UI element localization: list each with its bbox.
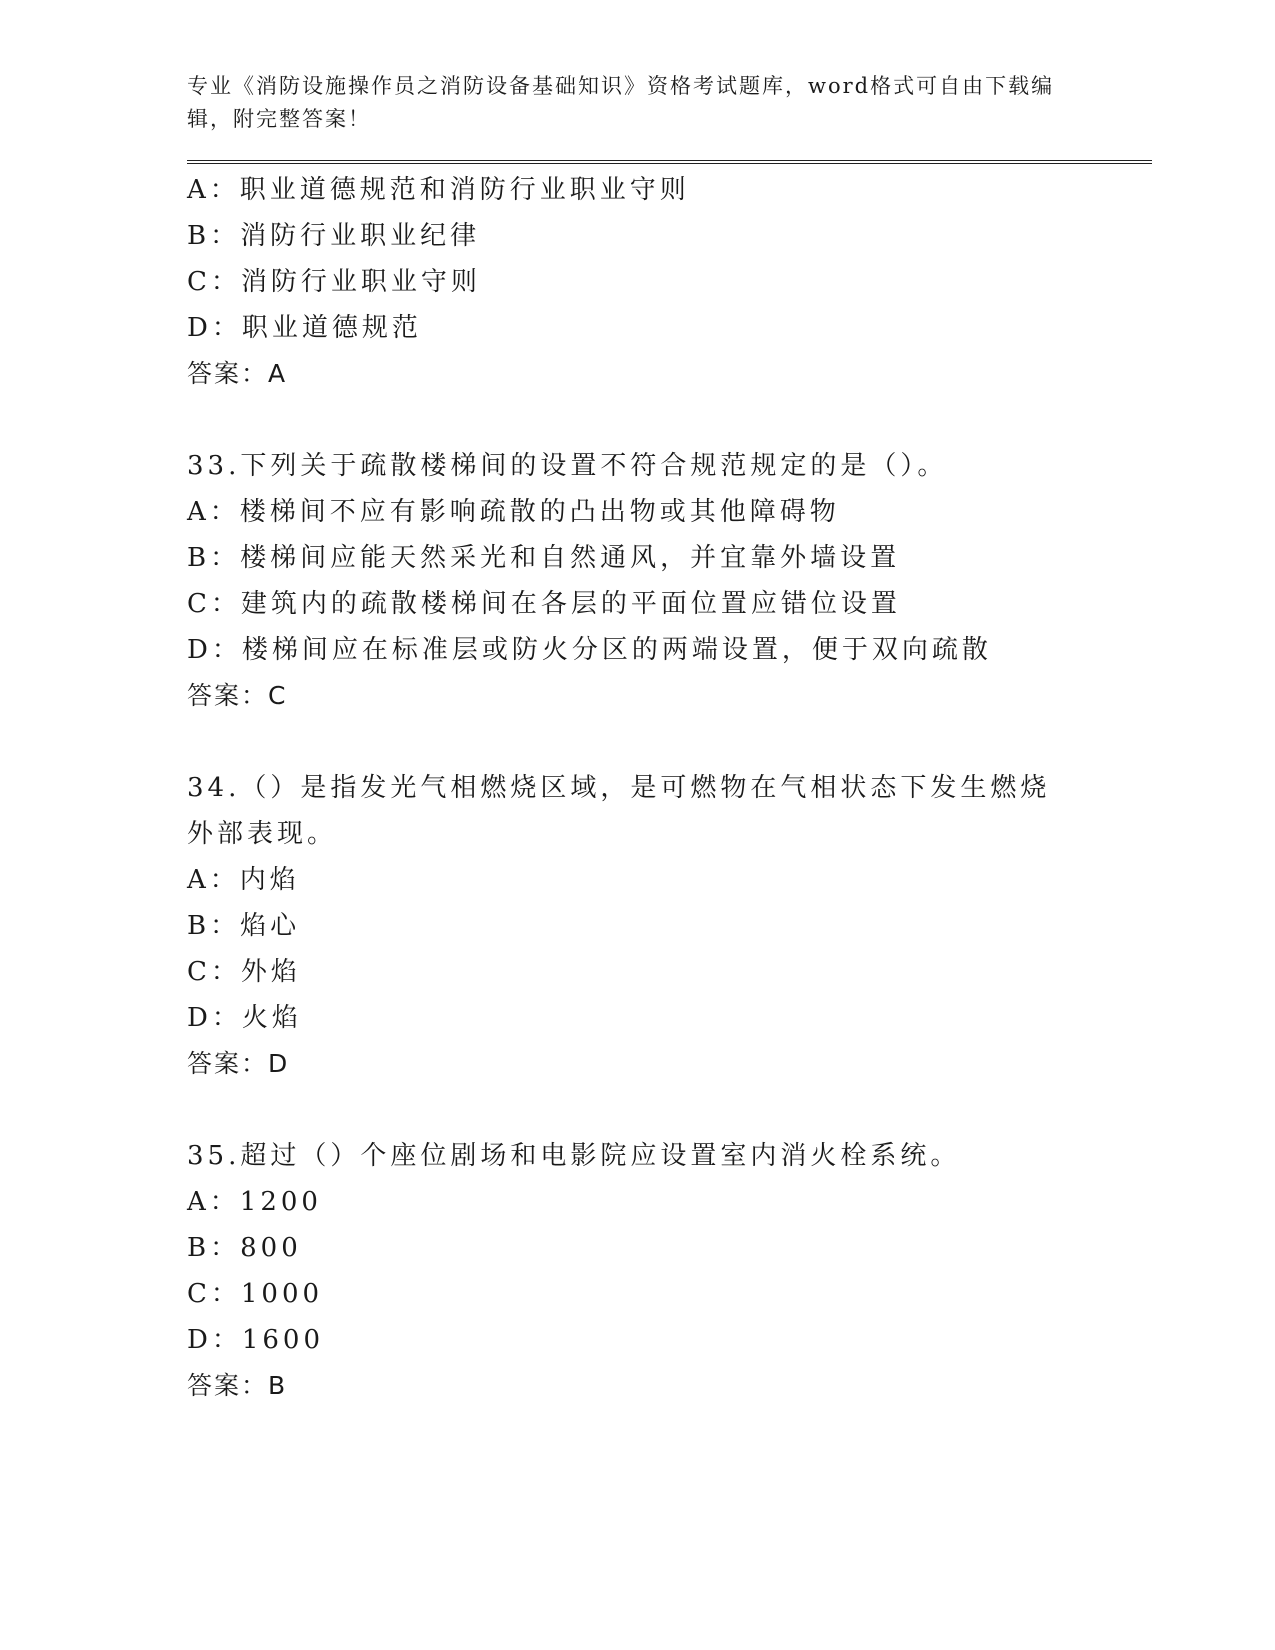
answer-label: 答案：A [187, 359, 288, 388]
document-header: 专业《消防设施操作员之消防设备基础知识》资格考试题库，word格式可自由下载编辑，附完整答案！ [187, 74, 1055, 131]
option-c: C：1000 [187, 1279, 324, 1309]
option-d: D：职业道德规范 [187, 313, 422, 343]
option-d: D：1600 [187, 1325, 325, 1355]
option-b: B：消防行业职业纪律 [187, 221, 481, 251]
question-block-33 [187, 443, 1152, 719]
header-divider [187, 160, 1152, 164]
question-list [187, 167, 1152, 1409]
option-c: C：消防行业职业守则 [187, 267, 481, 297]
option-a: A：1200 [187, 1187, 322, 1217]
question-text: 34.（）是指发光气相燃烧区域，是可燃物在气相状态下发生燃烧外部表现。 [187, 773, 1051, 849]
option-b: B：焰心 [187, 911, 301, 941]
option-a: A：楼梯间不应有影响疏散的凸出物或其他障碍物 [187, 497, 840, 527]
question-block-34 [187, 765, 1152, 1087]
answer-label: 答案：C [187, 681, 288, 710]
answer-label: 答案：B [187, 1371, 288, 1400]
document-page [187, 70, 1152, 1409]
option-c: C：建筑内的疏散楼梯间在各层的平面位置应错位设置 [187, 589, 901, 619]
question-text: 35.超过（）个座位剧场和电影院应设置室内消火栓系统。 [187, 1141, 961, 1171]
answer-label: 答案：D [187, 1049, 290, 1078]
option-c: C：外焰 [187, 957, 301, 987]
question-block-35 [187, 1133, 1152, 1409]
option-a: A：职业道德规范和消防行业职业守则 [187, 175, 690, 205]
option-d: D：楼梯间应在标准层或防火分区的两端设置，便于双向疏散 [187, 635, 992, 665]
option-d: D：火焰 [187, 1003, 302, 1033]
question-text: 33.下列关于疏散楼梯间的设置不符合规范规定的是（）。 [187, 451, 948, 481]
question-block-32 [187, 167, 1152, 397]
option-a: A：内焰 [187, 865, 300, 895]
option-b: B：楼梯间应能天然采光和自然通风，并宜靠外墙设置 [187, 543, 901, 573]
option-b: B：800 [187, 1233, 302, 1263]
